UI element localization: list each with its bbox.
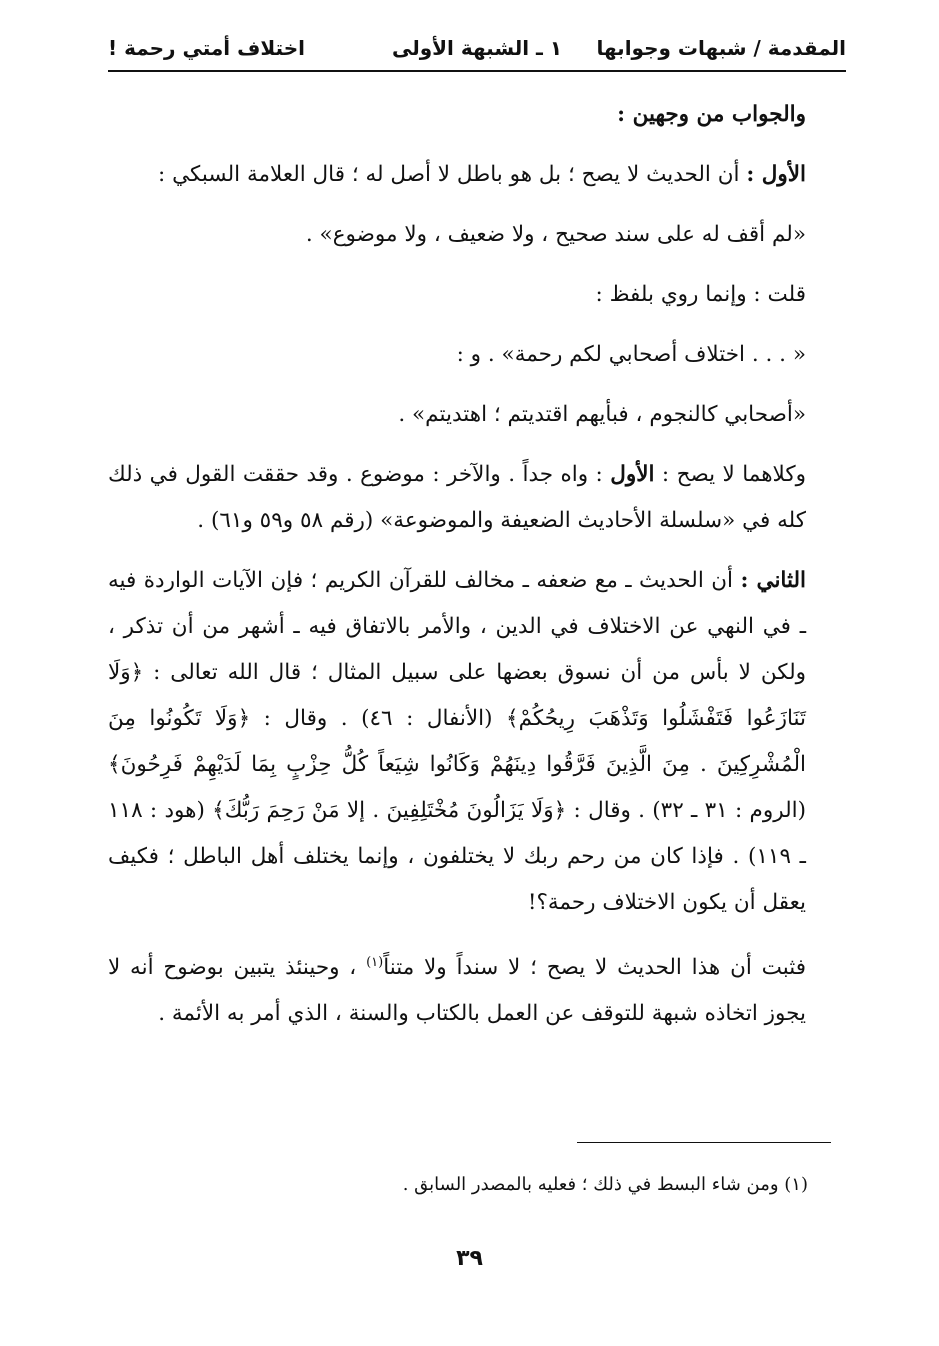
paragraph-first-answer (108, 152, 846, 198)
second-answer-label: الثاني : (740, 568, 806, 593)
footnote: (١) ومن شاء البسط في ذلك ؛ فعليه بالمصدر السابق . (402, 1174, 808, 1195)
running-header (108, 30, 846, 70)
header-chapter-title: ١ ـ الشبهة الأولى (391, 36, 563, 60)
conclusion-text-a: فثبت أن هذا الحديث لا يصح ؛ لا سنداً ولا متناً (383, 955, 806, 981)
main-text (108, 92, 846, 1051)
quote-subki: «لم أقف له على سند صحيح ، ولا ضعيف ، ولا موضوع» . (305, 222, 806, 247)
conclusion-text-b: ، وحينئذ يتبين بوضوح أنه لا يجوز اتخاذه شبهة للتوقف عن العمل بالكتاب والسنة ، الذي أمر به الأئمة . (108, 955, 806, 1027)
paragraph-intro: والجواب من وجهين : (617, 102, 806, 127)
header-topic-title: اختلاف أمتي رحمة ! (108, 36, 305, 60)
header-section-title: المقدمة / شبهات وجوابها (596, 36, 846, 60)
first-answer-text: أن الحديث لا يصح ؛ بل هو باطل لا أصل له ؛ قال العلامة السبكي : (158, 162, 740, 187)
grading-first-label: الأول (610, 462, 655, 487)
paragraph-second-answer (108, 558, 846, 926)
grading-text-c: : واه جداً . والآخر : موضوع . وقد حققت القول في ذلك كله في «سلسلة الأحاديث الضعيفة والموضوعة» (رقم ٥٨ و٥٩ و٦١) . (108, 462, 806, 533)
footnote-divider (577, 1142, 831, 1143)
quote-hadith-2: «أصحابي كالنجوم ، فبأيهم اقتديتم ؛ اهتديتم» . (398, 402, 806, 427)
paragraph-conclusion (108, 940, 846, 1037)
paragraph-grading (108, 452, 846, 544)
footnote-marker: (١) (366, 955, 384, 970)
first-answer-label: الأول : (746, 162, 806, 187)
page-number: ٣٩ (456, 1246, 483, 1271)
paragraph-narration-note: قلت : وإنما روي بلفظ : (595, 282, 806, 307)
grading-text-a: وكلاهما لا يصح : (661, 462, 806, 487)
quote-hadith-1: « . . . اختلاف أصحابي لكم رحمة» . و : (456, 342, 806, 367)
header-divider (108, 70, 846, 72)
second-answer-text: أن الحديث ـ مع ضعفه ـ مخالف للقرآن الكريم ؛ فإن الآيات الواردة فيه ـ في النهي عن الاختلاف في الدين ، والأمر بالاتفاق فيه ـ أشهر من أن تذكر ، ولكن لا بأس من أن نسوق بعضها على سبيل المثال ؛ قال الله تعالى : ﴿وَلَا تَنَازَعُوا فَتَفْشَلُوا وَتَذْهَبَ رِيحُكُمْ﴾ (الأنفال : ٤٦) . وقال : ﴿وَلَا تَكُونُوا مِنَ الْمُشْرِكِينَ . مِنَ الَّذِينَ فَرَّقُوا دِينَهُمْ وَكَانُوا شِيَعاً كُلُّ حِزْبٍ بِمَا لَدَيْهِمْ فَرِحُونَ﴾ (الروم : ٣١ ـ ٣٢) . وقال : ﴿وَلَا يَزَالُونَ مُخْتَلِفِينَ . إلا مَنْ رَحِمَ رَبُّكَ﴾ (هود : ١١٨ ـ ١١٩) . فإذا كان من رحم ربك لا يختلفون ، وإنما يختلف أهل الباطل ؛ فكيف يعقل أن يكون الاختلاف رحمة؟! (108, 568, 806, 915)
